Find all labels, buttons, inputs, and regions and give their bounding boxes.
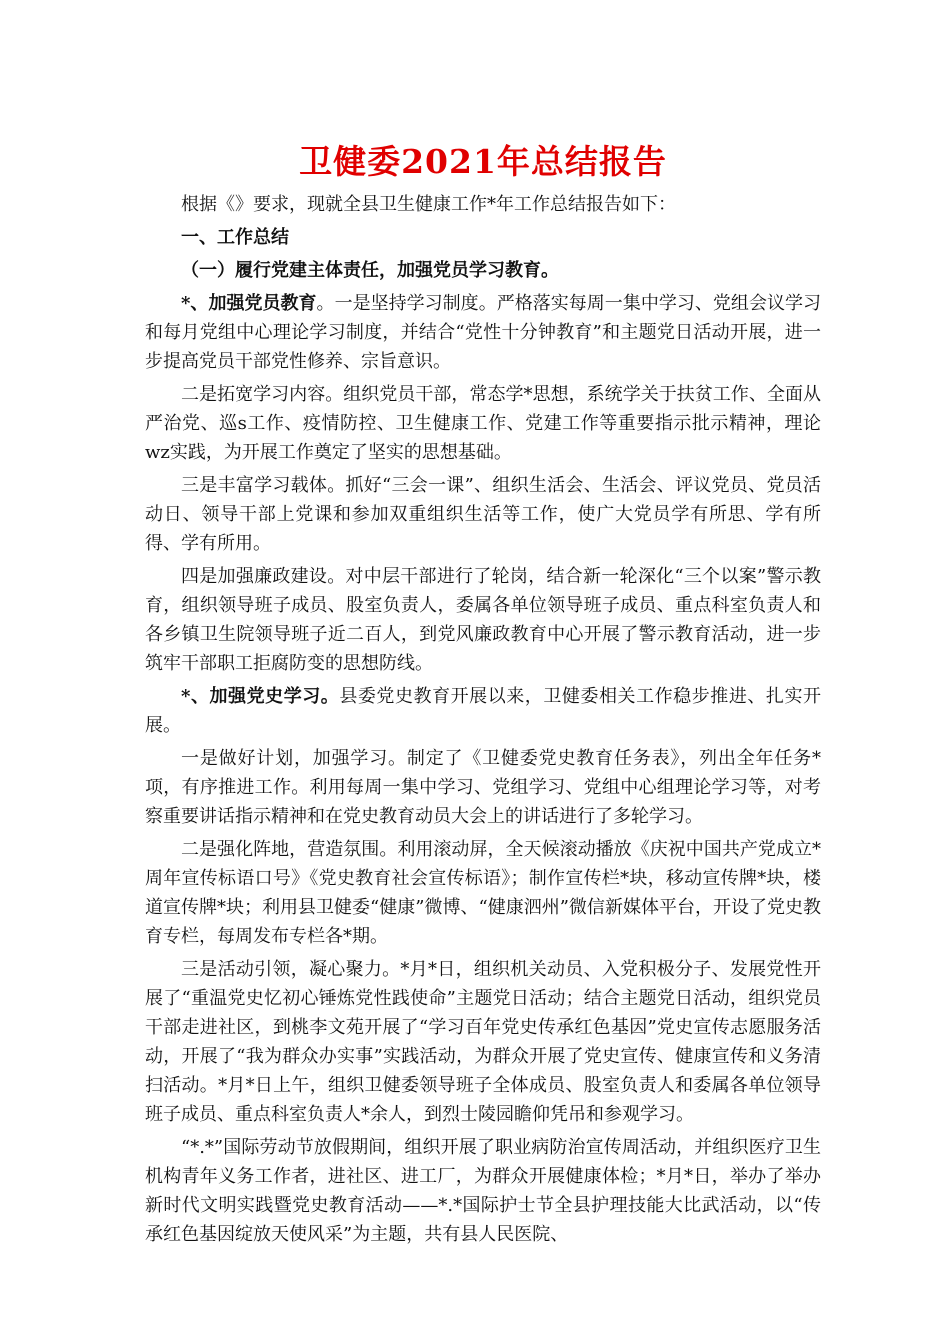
document-page	[145, 140, 821, 1253]
paragraph-activities: 三是活动引领，凝心聚力。*月*日，组织机关动员、入党积极分子、发展党性开展了“重温党史忆初心锤炼党性践使命”主题党日活动；结合主题党日活动，组织党员干部走进社区，到桃李文苑开展了“学习百年党史传承红色基因”党史宣传志愿服务活动，开展了“我为群众办实事”实践活动，为群众开展了党史宣传、健康宣传和义务清扫活动。*月*日上午，组织卫健委领导班子全体成员、股室负责人和委属各单位领导班子成员、重点科室负责人*余人，到烈士陵园瞻仰凭吊和参观学习。	[145, 959, 821, 1125]
section-heading: 一、工作总结	[181, 227, 289, 248]
paragraph-lead: *、加强党员教育	[181, 293, 317, 314]
paragraph-publicity: 二是强化阵地，营造氛围。利用滚动屏，全天候滚动播放《庆祝中国共产党成立*周年宣传标语口号》《党史教育社会宣传标语》；制作宣传栏*块，移动宣传牌*块，楼道宣传牌*块；利用县卫健委“健康”微博、“健康泗州”微信新媒体平台，开设了党史教育专栏，每周发布专栏各*期。	[145, 839, 821, 947]
paragraph-plan: 一是做好计划，加强学习。制定了《卫健委党史教育任务表》，列出全年任务*项，有序推进工作。利用每周一集中学习、党组学习、党组中心组理论学习等，对考察重要讲话指示精神和在党史教育动员大会上的讲话进行了多轮学习。	[145, 748, 821, 827]
paragraph-party-education	[145, 289, 821, 376]
paragraph-study-content: 二是拓宽学习内容。组织党员干部，常态学*思想，系统学关于扶贫工作、全面从严治党、巡s工作、疫情防控、卫生健康工作、党建工作等重要指示批示精神，理论wz实践，为开展工作奠定了坚实的思想基础。	[145, 384, 821, 463]
paragraph-party-history	[145, 682, 821, 740]
paragraph-body: 。一是坚持学习制度。严格落实每周一集中学习、党组会议学习和每月党组中心理论学习制度，并结合“党性十分钟教育”和主题党日活动开展，进一步提高党员干部党性修养、宗旨意识。	[145, 293, 821, 372]
paragraph-lead: *、加强党史学习。	[181, 686, 340, 707]
subsection-heading: （一）履行党建主体责任，加强党员学习教育。	[181, 260, 559, 281]
paragraph-integrity: 四是加强廉政建设。对中层干部进行了轮岗，结合新一轮深化“三个以案”警示教育，组织领导班子成员、股室负责人，委属各单位领导班子成员、重点科室负责人和各乡镇卫生院领导班子近二百人，到党风廉政教育中心开展了警示教育活动，进一步筑牢干部职工拒腐防变的思想防线。	[145, 566, 821, 674]
paragraph-study-carrier: 三是丰富学习载体。抓好“三会一课”、组织生活会、生活会、评议党员、党员活动日、领导干部上党课和参加双重组织生活等工作，使广大党员学有所思、学有所得、学有所用。	[145, 475, 821, 554]
paragraph-body: 县委党史教育开展以来，卫健委相关工作稳步推进、扎实开展。	[145, 686, 822, 736]
document-title: 卫健委2021年总结报告	[299, 142, 667, 181]
intro-paragraph: 根据《》要求，现就全县卫生健康工作*年工作总结报告如下：	[181, 194, 676, 215]
paragraph-labor-day: “*.*”国际劳动节放假期间，组织开展了职业病防治宣传周活动，并组织医疗卫生机构青年义务工作者，进社区、进工厂，为群众开展健康体检；*月*日，举办了举办新时代文明实践暨党史教育活动——*.*国际护士节全县护理技能大比武活动，以“传承红色基因绽放天使风采”为主题，共有县人民医院、	[145, 1137, 821, 1245]
